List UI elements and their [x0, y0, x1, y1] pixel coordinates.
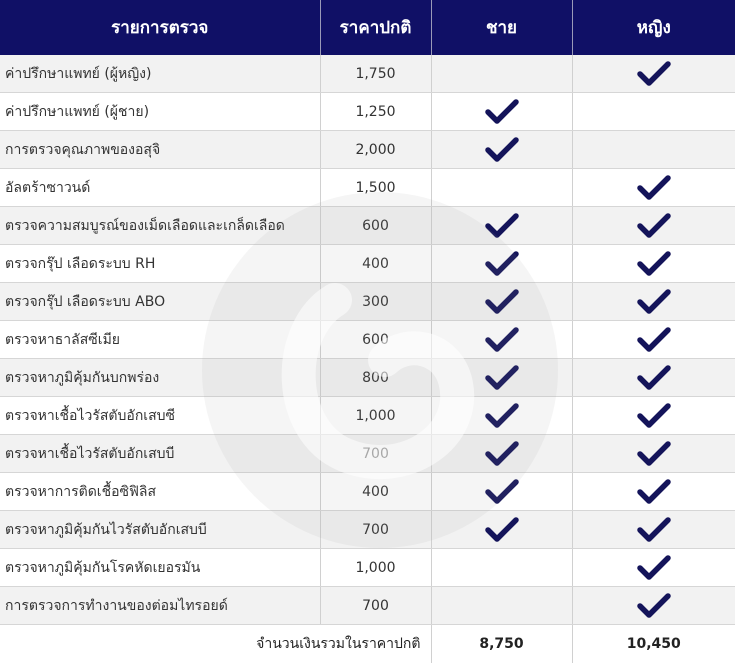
table-row [0, 321, 735, 359]
female-cell [572, 473, 735, 511]
item-name: ค่าปรึกษาแพทย์ (ผู้ชาย) [0, 93, 320, 131]
female-cell [572, 397, 735, 435]
check-icon [637, 289, 671, 315]
item-price: 700 [320, 587, 431, 625]
item-name: ตรวจหาเชื้อไวรัสตับอักเสบบี [0, 435, 320, 473]
check-icon [637, 61, 671, 87]
item-name: ตรวจกรุ๊ป เลือดระบบ RH [0, 245, 320, 283]
table-row [0, 587, 735, 625]
item-name: การตรวจการทำงานของต่อมไทรอยด์ [0, 587, 320, 625]
check-icon [485, 441, 519, 467]
female-cell [572, 587, 735, 625]
male-cell [431, 359, 572, 397]
item-price: 1,000 [320, 549, 431, 587]
male-cell [431, 131, 572, 169]
item-price: 2,000 [320, 131, 431, 169]
check-icon [637, 517, 671, 543]
item-price: 700 [320, 511, 431, 549]
item-price: 1,750 [320, 55, 431, 93]
male-cell [431, 169, 572, 207]
male-cell [431, 55, 572, 93]
female-cell [572, 131, 735, 169]
female-cell [572, 283, 735, 321]
item-name: ค่าปรึกษาแพทย์ (ผู้หญิง) [0, 55, 320, 93]
item-name: ตรวจหาเชื้อไวรัสตับอักเสบซี [0, 397, 320, 435]
item-name: ตรวจหาธาลัสซีเมีย [0, 321, 320, 359]
total-row [0, 625, 735, 663]
check-icon [637, 441, 671, 467]
header-male: ชาย [431, 0, 572, 55]
check-icon [637, 251, 671, 277]
check-icon [637, 365, 671, 391]
check-icon [485, 99, 519, 125]
item-price: 700 [320, 435, 431, 473]
male-cell [431, 549, 572, 587]
item-price: 1,250 [320, 93, 431, 131]
table-row [0, 207, 735, 245]
item-name: ตรวจกรุ๊ป เลือดระบบ ABO [0, 283, 320, 321]
male-cell [431, 435, 572, 473]
item-name: อัลตร้าซาวนด์ [0, 169, 320, 207]
male-cell [431, 207, 572, 245]
female-cell [572, 169, 735, 207]
table-row [0, 131, 735, 169]
item-price: 400 [320, 473, 431, 511]
male-cell [431, 473, 572, 511]
item-price: 600 [320, 207, 431, 245]
female-cell [572, 549, 735, 587]
female-total: 10,450 [572, 625, 735, 663]
check-icon [485, 213, 519, 239]
check-icon [637, 327, 671, 353]
item-price: 1,500 [320, 169, 431, 207]
table-row [0, 283, 735, 321]
female-cell [572, 93, 735, 131]
item-name: การตรวจคุณภาพของอสุจิ [0, 131, 320, 169]
male-cell [431, 245, 572, 283]
item-price: 600 [320, 321, 431, 359]
check-icon [485, 479, 519, 505]
female-cell [572, 359, 735, 397]
table-row [0, 359, 735, 397]
female-cell [572, 245, 735, 283]
table-row [0, 93, 735, 131]
check-icon [637, 555, 671, 581]
check-icon [485, 517, 519, 543]
table-row [0, 511, 735, 549]
item-name: ตรวจความสมบูรณ์ของเม็ดเลือดและเกล็ดเลือด [0, 207, 320, 245]
check-icon [485, 365, 519, 391]
male-cell [431, 93, 572, 131]
item-price: 400 [320, 245, 431, 283]
table-row [0, 397, 735, 435]
table-row [0, 435, 735, 473]
female-cell [572, 55, 735, 93]
female-cell [572, 435, 735, 473]
check-icon [637, 213, 671, 239]
header-female: หญิง [572, 0, 735, 55]
item-price: 1,000 [320, 397, 431, 435]
male-cell [431, 283, 572, 321]
item-name: ตรวจหาภูมิคุ้มกันบกพร่อง [0, 359, 320, 397]
male-cell [431, 321, 572, 359]
check-icon [485, 251, 519, 277]
check-icon [637, 593, 671, 619]
check-icon [637, 479, 671, 505]
table-body [0, 55, 735, 625]
header-price: ราคาปกติ [320, 0, 431, 55]
female-cell [572, 321, 735, 359]
table-row [0, 169, 735, 207]
header-item: รายการตรวจ [0, 0, 320, 55]
item-name: ตรวจหาภูมิคุ้มกันโรคหัดเยอรมัน [0, 549, 320, 587]
female-cell [572, 207, 735, 245]
item-name: ตรวจหาภูมิคุ้มกันไวรัสตับอักเสบบี [0, 511, 320, 549]
check-icon [485, 327, 519, 353]
table-row [0, 55, 735, 93]
item-price: 300 [320, 283, 431, 321]
item-price: 800 [320, 359, 431, 397]
item-name: ตรวจหาการติดเชื้อซิฟิลิส [0, 473, 320, 511]
male-cell [431, 587, 572, 625]
male-cell [431, 397, 572, 435]
total-label: จำนวนเงินรวมในราคาปกติ [0, 625, 431, 663]
male-cell [431, 511, 572, 549]
check-icon [637, 403, 671, 429]
header-row [0, 0, 735, 55]
check-icon [485, 137, 519, 163]
table-row [0, 473, 735, 511]
check-icon [485, 289, 519, 315]
table-row [0, 245, 735, 283]
table-row [0, 549, 735, 587]
male-total: 8,750 [431, 625, 572, 663]
check-icon [485, 403, 519, 429]
check-icon [637, 175, 671, 201]
female-cell [572, 511, 735, 549]
